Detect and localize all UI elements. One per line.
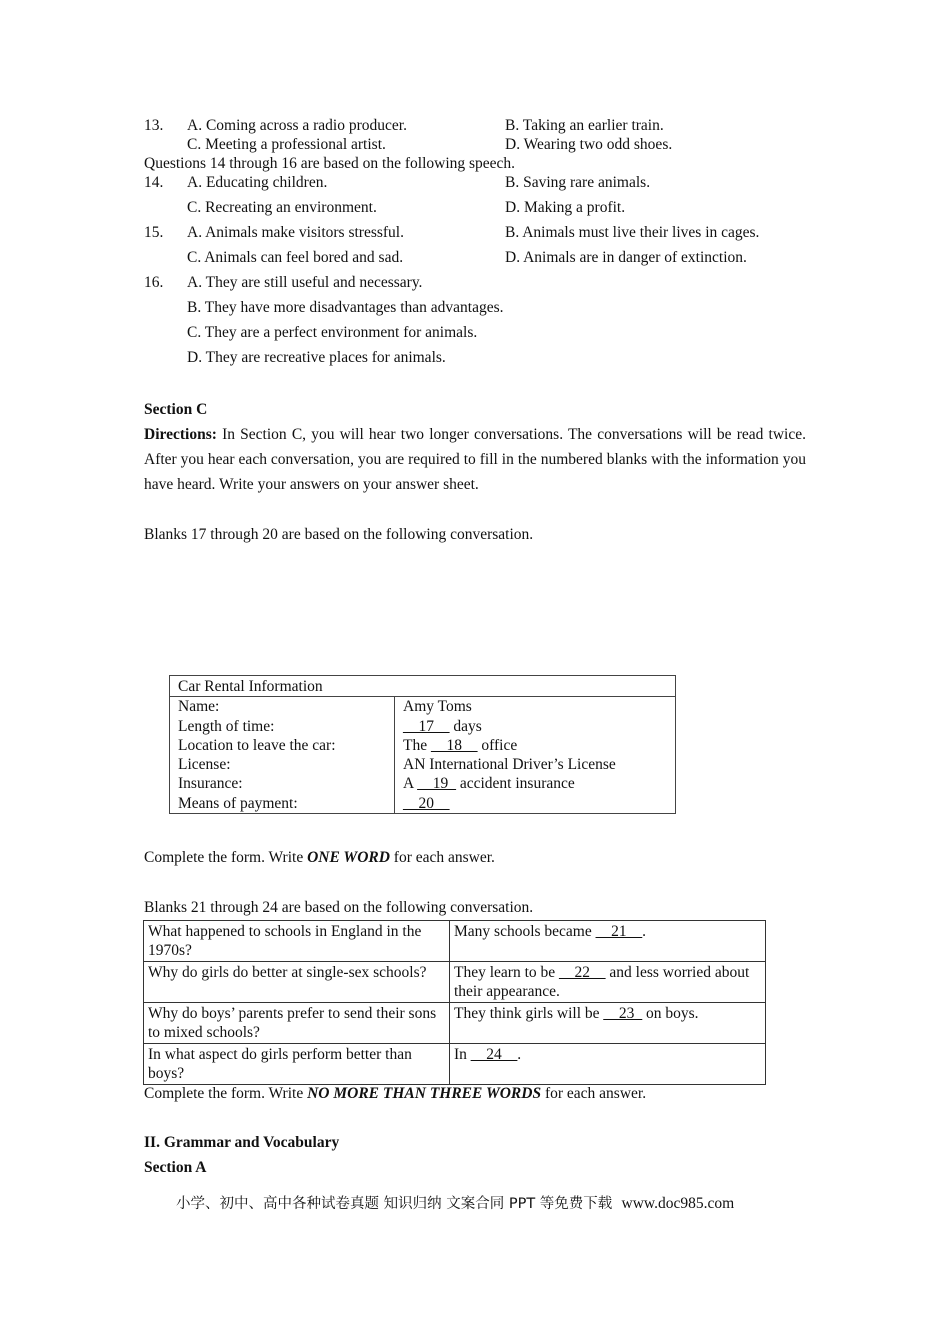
label-payment: Means of payment: xyxy=(178,794,298,812)
value-suffix: office xyxy=(477,736,518,754)
car-rental-instruction xyxy=(144,849,495,867)
option-c: C. Recreating an environment. xyxy=(187,199,377,216)
question-number: 15. xyxy=(144,224,164,241)
grammar-section: Section A xyxy=(144,1159,207,1176)
instruction-emphasis: NO MORE THAN THREE WORDS xyxy=(307,1085,542,1102)
car-rental-values xyxy=(395,697,676,814)
label-name: Name: xyxy=(178,698,220,716)
footer-url[interactable]: www.doc985.com xyxy=(621,1195,735,1212)
option-d: D. Wearing two odd shoes. xyxy=(505,136,673,153)
table-row xyxy=(144,1003,766,1044)
option-d: D. Animals are in danger of extinction. xyxy=(505,249,747,266)
option-b: B. Saving rare animals. xyxy=(505,174,651,191)
table-row xyxy=(144,921,766,962)
option-c: C. Animals can feel bored and sad. xyxy=(187,249,404,266)
blank-20: __20__ xyxy=(403,794,450,812)
blank-22: __22__ xyxy=(559,964,606,981)
option-b: B. Animals must live their lives in cages. xyxy=(505,224,760,241)
question-number: 14. xyxy=(144,174,164,191)
grammar-heading: II. Grammar and Vocabulary xyxy=(144,1134,340,1151)
option-c: C. Meeting a professional artist. xyxy=(187,136,386,153)
car-rental-labels xyxy=(170,697,395,814)
schools-intro: Blanks 21 through 24 are based on the following conversation. xyxy=(144,899,534,916)
intro-14-16: Questions 14 through 16 are based on the following speech. xyxy=(144,155,516,172)
answer-suffix: on boys. xyxy=(642,1005,699,1022)
blank-17: __17__ xyxy=(403,717,450,735)
section-heading: Section C xyxy=(144,401,208,418)
answer-suffix: and less worried about their appearance. xyxy=(454,964,750,1000)
question-cell: What happened to schools in England in the 1970s? xyxy=(144,921,450,962)
answer-prefix: They think girls will be xyxy=(454,1005,604,1022)
answer-prefix: They learn to be xyxy=(454,964,560,981)
label-insurance: Insurance: xyxy=(178,775,243,793)
value-prefix: The xyxy=(403,736,431,754)
blank-21: __21__ xyxy=(595,923,643,940)
value-insurance xyxy=(403,774,667,793)
answer-cell xyxy=(450,921,766,962)
option-d: D. Making a profit. xyxy=(505,199,626,216)
footer xyxy=(176,1192,734,1213)
answer-cell xyxy=(450,1003,766,1044)
label-location: Location to leave the car: xyxy=(178,736,336,754)
blank-24: __24__ xyxy=(470,1046,518,1063)
option-a: A. Coming across a radio producer. xyxy=(187,117,407,134)
answer-prefix: In xyxy=(454,1046,471,1063)
directions-text: In Section C, you will hear two longer conversations. The conversations will be read twice. After you hear each conversation, you are required to fill in the numbered blanks with the information you have heard. Write your answers on your answer sheet. xyxy=(144,426,806,493)
table-row xyxy=(144,962,766,1003)
footer-text: 小学、初中、高中各种试卷真题 知识归纳 文案合同 PPT 等免费下载 xyxy=(176,1196,613,1212)
directions-label: Directions: xyxy=(144,426,217,443)
answer-suffix: . xyxy=(517,1046,522,1063)
value-length xyxy=(403,717,667,736)
answer-cell xyxy=(450,962,766,1003)
schools-instruction xyxy=(144,1085,646,1103)
option-a: A. Animals make visitors stressful. xyxy=(187,224,404,241)
value-prefix: A xyxy=(403,775,418,793)
option-c: C. They are a perfect environment for animals. xyxy=(187,324,478,341)
option-b: B. They have more disadvantages than advantages. xyxy=(187,299,504,316)
option-a: A. They are still useful and necessary. xyxy=(187,274,423,291)
question-number: 13. xyxy=(144,117,164,134)
blank-18: __18__ xyxy=(430,736,478,754)
answer-cell xyxy=(450,1044,766,1085)
value-suffix: days xyxy=(449,717,482,735)
instruction-suffix: for each answer. xyxy=(389,849,495,866)
directions-paragraph xyxy=(144,422,806,497)
question-cell: In what aspect do girls perform better than boys? xyxy=(144,1044,450,1085)
value-payment xyxy=(403,794,667,813)
blanks-intro: Blanks 17 through 20 are based on the following conversation. xyxy=(144,526,534,543)
option-d: D. They are recreative places for animals. xyxy=(187,349,446,366)
option-a: A. Educating children. xyxy=(187,174,328,191)
instruction-suffix: for each answer. xyxy=(541,1085,647,1102)
schools-table xyxy=(143,920,766,1085)
question-cell: Why do girls do better at single-sex schools? xyxy=(144,962,450,1003)
answer-prefix: Many schools became xyxy=(454,923,596,940)
value-location xyxy=(403,736,667,755)
instruction-prefix: Complete the form. Write xyxy=(144,849,308,866)
label-license: License: xyxy=(178,756,231,774)
instruction-emphasis: ONE WORD xyxy=(307,849,390,866)
car-rental-table xyxy=(169,675,676,814)
question-number: 16. xyxy=(144,274,164,291)
value-suffix: accident insurance xyxy=(455,775,575,793)
car-rental-title: Car Rental Information xyxy=(170,676,676,697)
table-row xyxy=(144,1044,766,1085)
blank-19: __19_ xyxy=(417,775,456,793)
instruction-prefix: Complete the form. Write xyxy=(144,1085,308,1102)
question-cell: Why do boys’ parents prefer to send their sons to mixed schools? xyxy=(144,1003,450,1044)
label-length: Length of time: xyxy=(178,717,275,735)
value-license: AN International Driver’s License xyxy=(403,756,616,774)
option-b: B. Taking an earlier train. xyxy=(505,117,664,134)
value-name: Amy Toms xyxy=(403,698,472,716)
blank-23: __23_ xyxy=(603,1005,643,1022)
answer-suffix: . xyxy=(642,923,646,940)
